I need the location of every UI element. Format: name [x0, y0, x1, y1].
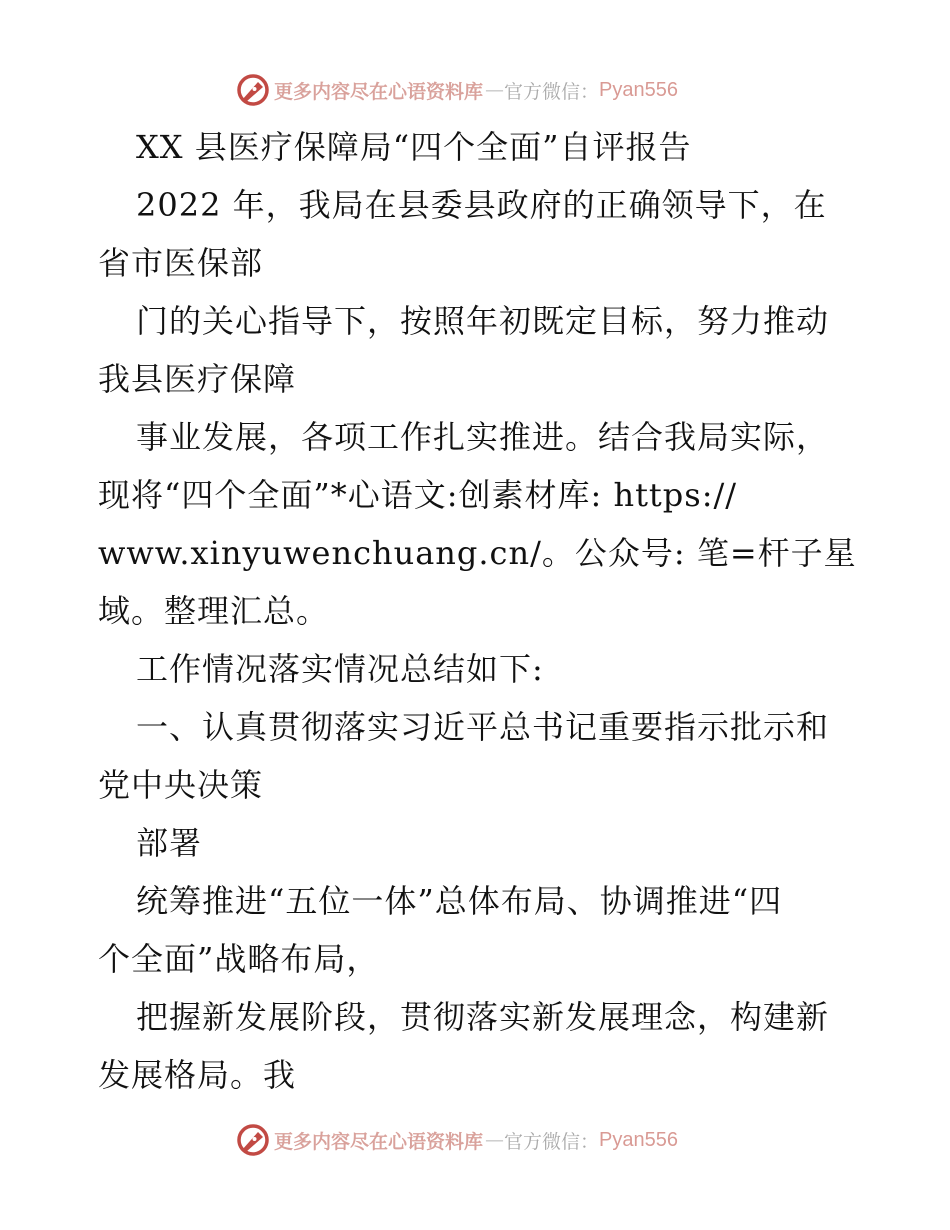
doc-line: 域。整理汇总。 [98, 592, 330, 630]
watermark-separator: — [485, 79, 503, 101]
watermark-separator: — [485, 1129, 503, 1151]
doc-line: 统筹推进“五位一体”总体布局、协调推进“四 [136, 882, 783, 920]
watermark-wechat-label: 官方微信： [504, 1130, 600, 1153]
watermark-wechat-label: 官方微信： [504, 80, 600, 103]
doc-line: 2022 年，我局在县委县政府的正确领导下，在 [136, 186, 827, 224]
doc-line: 部署 [136, 824, 203, 862]
doc-line: 把握新发展阶段，贯彻落实新发展理念，构建新 [136, 998, 830, 1036]
pen-nib-logo-icon [236, 73, 270, 107]
doc-line: 事业发展，各项工作扎实推进。结合我局实际， [136, 418, 830, 456]
watermark-wechat-id: Pyan556 [599, 1128, 678, 1151]
pen-nib-logo-icon [236, 1123, 270, 1157]
doc-line: 党中央决策 [98, 766, 264, 804]
doc-line: 工作情况落实情况总结如下: [136, 650, 544, 688]
doc-line: 我县医疗保障 [98, 360, 297, 398]
doc-line: 省市医保部 [98, 244, 264, 282]
watermark-slogan: 更多内容尽在心语资料库 [274, 80, 484, 103]
doc-line: www.xinyuwenchuang.cn/。公众号: 笔=杆子星 [98, 534, 857, 572]
doc-section-heading: 一、认真贯彻落实习近平总书记重要指示批示和 [136, 708, 830, 746]
document-body [98, 118, 858, 1104]
footer-watermark [236, 1122, 678, 1158]
watermark-slogan: 更多内容尽在心语资料库 [274, 1130, 484, 1153]
doc-line: 门的关心指导下，按照年初既定目标，努力推动 [136, 302, 830, 340]
doc-line: 现将“四个全面”*心语文:创素材库: https:// [98, 476, 738, 514]
header-watermark [236, 72, 678, 108]
doc-title: XX 县医疗保障局“四个全面”自评报告 [136, 128, 692, 166]
watermark-wechat-id: Pyan556 [599, 78, 678, 101]
doc-line: 发展格局。我 [98, 1056, 297, 1094]
doc-line: 个全面”战略布局， [98, 940, 380, 978]
